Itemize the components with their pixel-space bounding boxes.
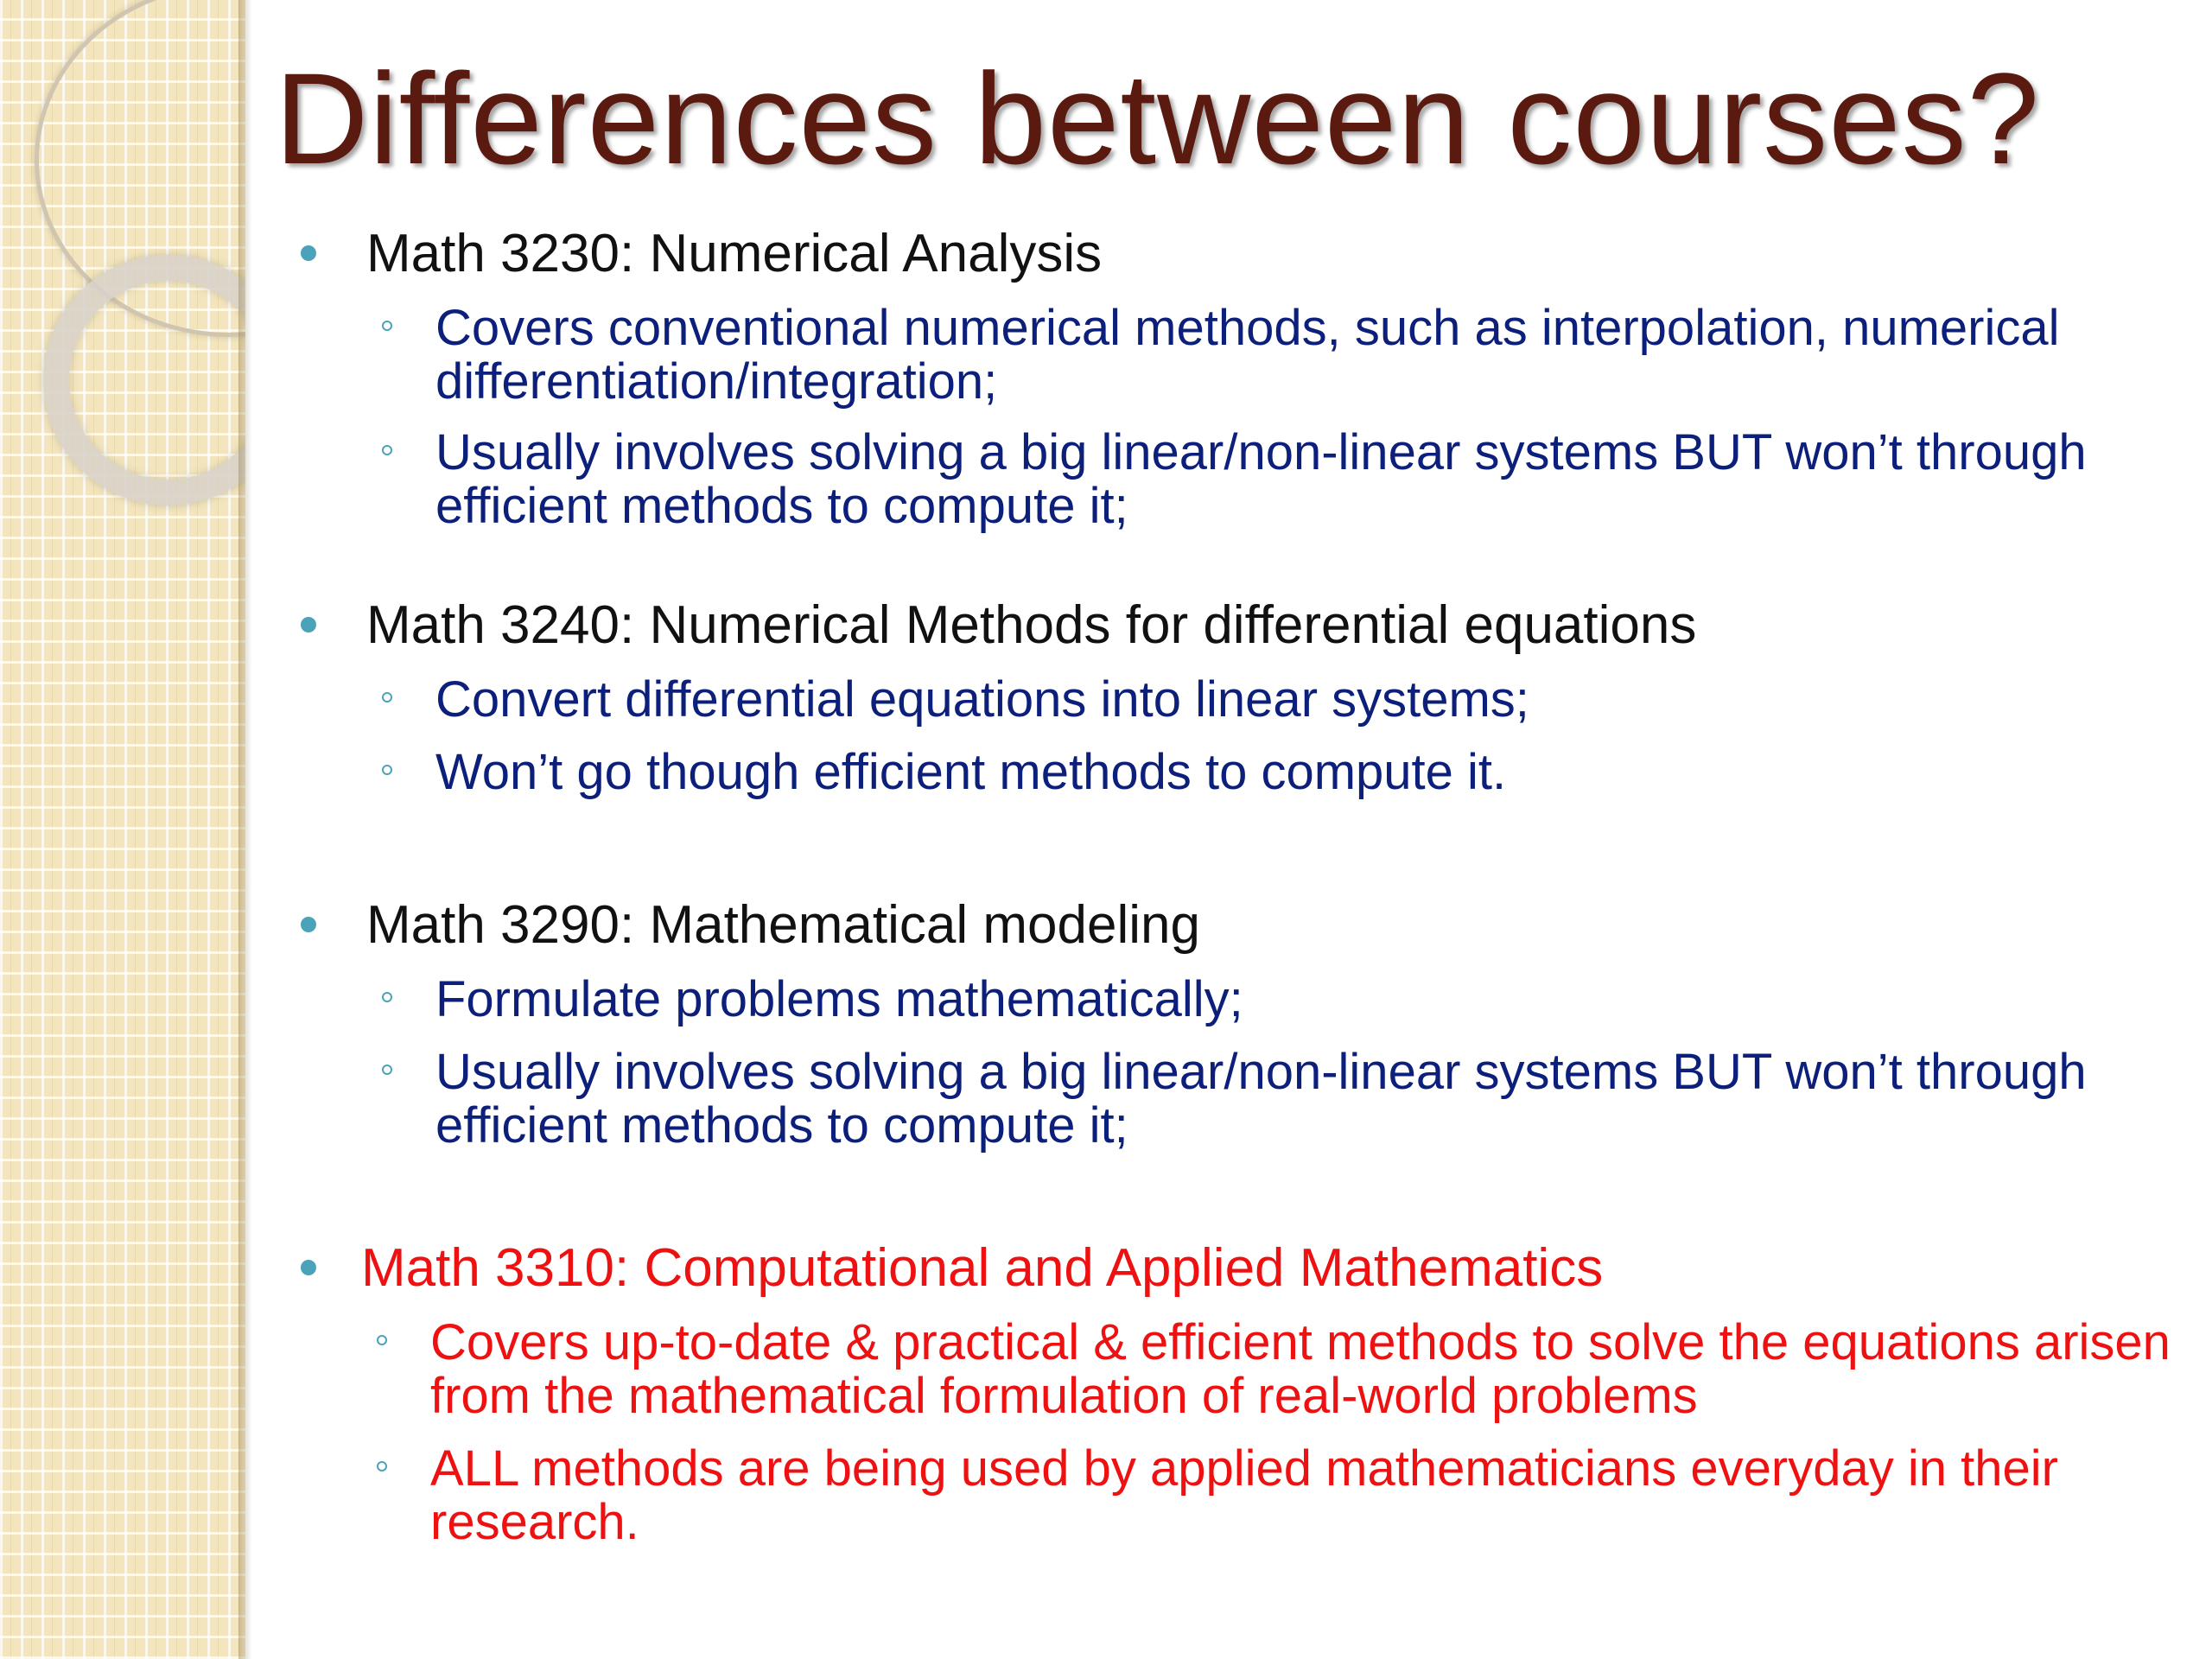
bullet-dot-icon — [301, 917, 316, 932]
decorative-sidebar — [0, 0, 245, 1659]
course-subpoint — [435, 1046, 2184, 1153]
bullet-dot-icon — [301, 617, 316, 632]
course-subpoint — [435, 302, 2184, 409]
course-heading — [301, 223, 2184, 284]
sub-bullet-circle-icon — [382, 765, 392, 775]
course-subpoint-text: Covers conventional numerical methods, such as interpolation, numerical differentiation/integration; — [435, 300, 2060, 410]
sub-bullet-circle-icon — [382, 445, 392, 455]
course-heading — [301, 894, 2184, 956]
sub-bullet-circle-icon — [377, 1461, 387, 1471]
course-subpoint-text: ALL methods are being used by applied mathematicians everyday in their research. — [430, 1440, 2058, 1551]
course-item-3310 — [301, 1237, 2184, 1549]
course-heading-text: Math 3290: Mathematical modeling — [366, 895, 1200, 955]
sub-bullet-circle-icon — [382, 321, 392, 331]
course-subpoint — [430, 1316, 2184, 1423]
course-subpoint-text: Covers up-to-date & practical & efficient methods to solve the equations arisen from the mathematical formulation of real-world problems — [430, 1314, 2171, 1425]
course-subpoint-text: Won’t go though efficient methods to compute it. — [435, 744, 1507, 801]
sub-bullet-circle-icon — [382, 1065, 392, 1075]
course-heading-text: Math 3240: Numerical Methods for differential equations — [366, 595, 1697, 655]
course-subpoint-text: Usually involves solving a big linear/non-linear systems BUT won’t through efficient methods to compute it; — [435, 424, 2087, 535]
course-item-3290 — [301, 894, 2184, 1153]
course-subpoint-text: Convert differential equations into linear systems; — [435, 671, 1529, 728]
course-item-3230 — [301, 223, 2184, 533]
bullet-dot-icon — [301, 1260, 316, 1275]
course-subpoint — [435, 426, 2184, 533]
slide-title: Differences between courses? — [275, 46, 2041, 191]
bullet-dot-icon — [301, 245, 316, 261]
decorative-ring-small — [43, 255, 245, 505]
sub-bullet-circle-icon — [377, 1335, 387, 1345]
sidebar-shadow — [238, 0, 252, 1659]
course-subpoint — [435, 746, 2184, 799]
course-heading-highlight — [301, 1237, 2184, 1299]
course-heading-text: Math 3310: Computational and Applied Mathematics — [361, 1238, 1604, 1298]
course-heading — [301, 594, 2184, 656]
course-subpoint-text: Formulate problems mathematically; — [435, 971, 1243, 1028]
course-subpoint — [435, 973, 2184, 1027]
course-subpoint — [430, 1442, 2184, 1549]
course-heading-text: Math 3230: Numerical Analysis — [366, 224, 1103, 283]
course-item-3240 — [301, 594, 2184, 799]
course-subpoint — [435, 673, 2184, 727]
sub-bullet-circle-icon — [382, 992, 392, 1002]
course-subpoint-text: Usually involves solving a big linear/non-linear systems BUT won’t through efficient methods to compute it; — [435, 1044, 2087, 1154]
sub-bullet-circle-icon — [382, 692, 392, 702]
